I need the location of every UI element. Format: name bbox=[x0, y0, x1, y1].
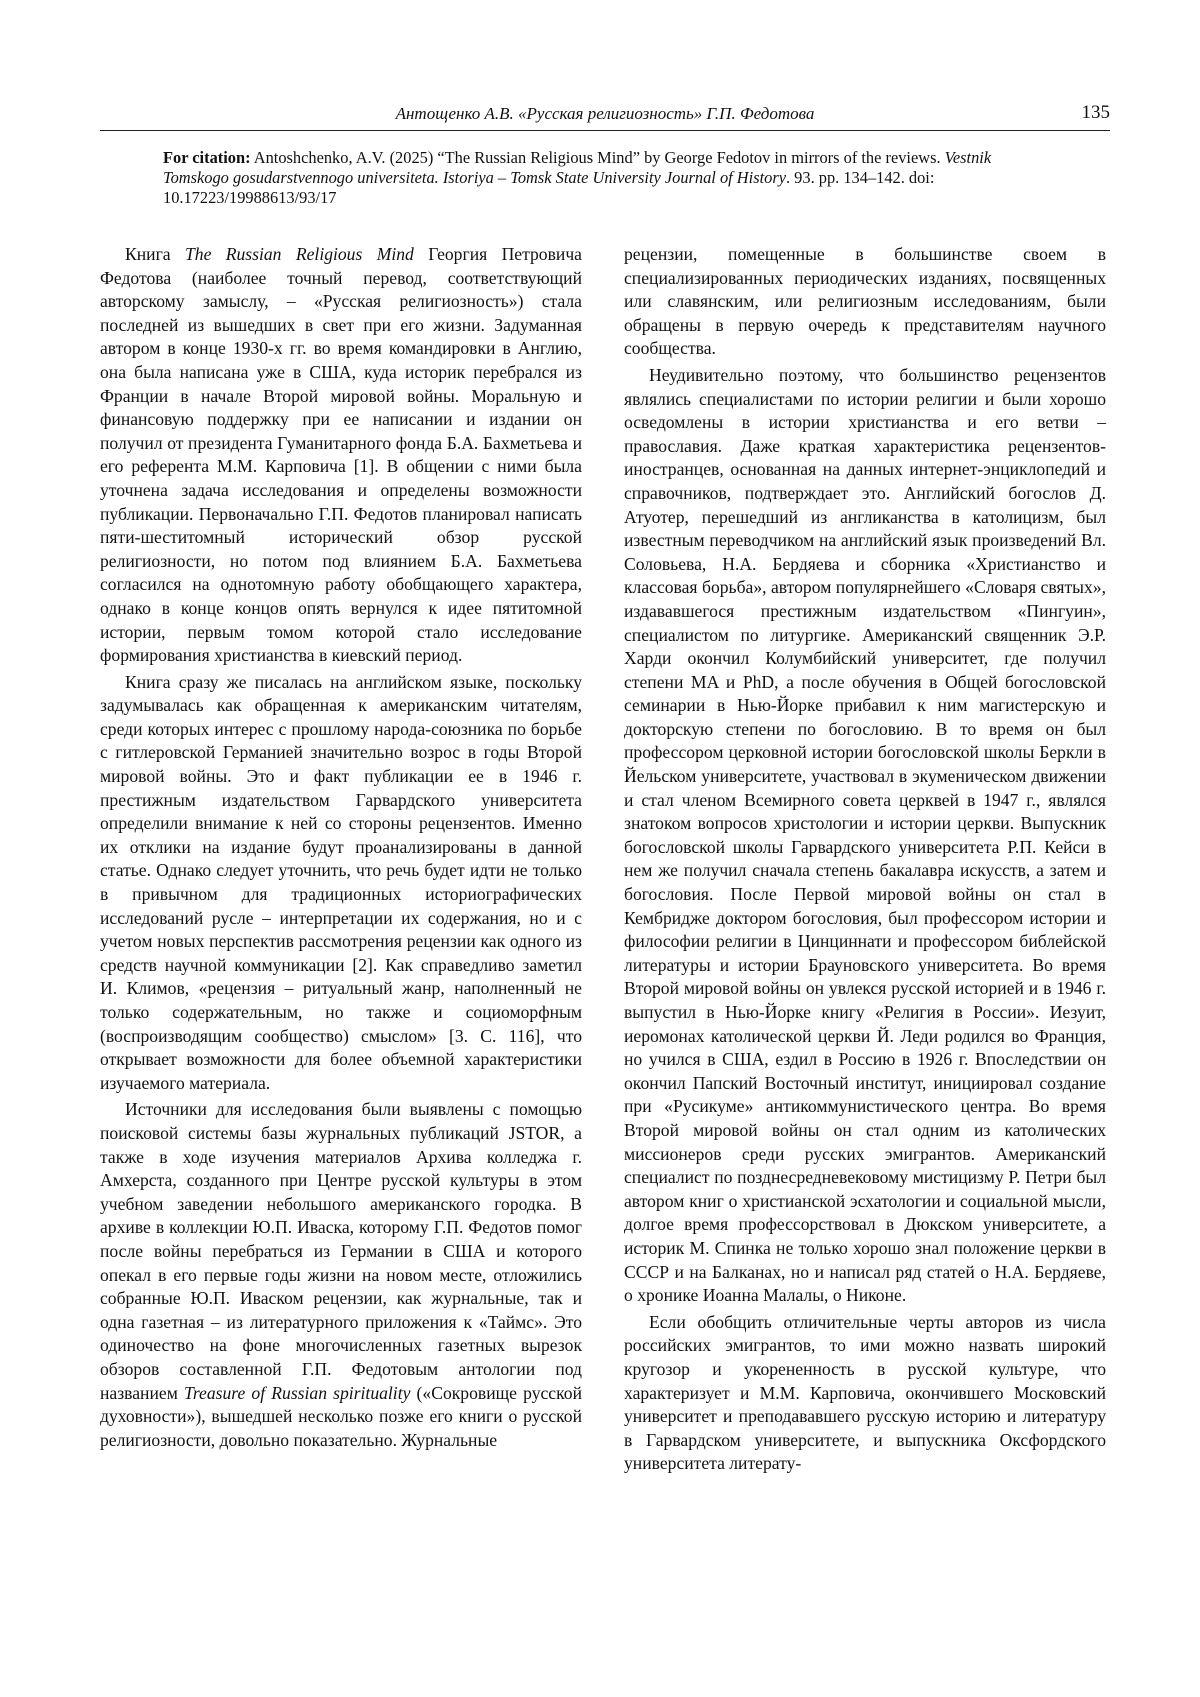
paragraph bbox=[100, 1098, 582, 1452]
paragraph: Неудивительно поэтому, что большинство рецензентов являлись специалистами по истории религии и были хорошо осведомлены в истории христианства и его ветви – православия. Даже краткая характеристика рецензентов-иностранцев, основанная на данных интернет-энциклопедий и справочников, подтверждает это. Английский богослов Д. Атуотер, перешедший из англиканства в католицизм, был известным переводчиком на английский язык произведений Вл. Соловьева, Н.А. Бердяева и сборника «Христианство и классовая борьба», автором популярнейшего «Словаря святых», издававшегося престижным издательством «Пингуин», специалистом по литургике. Американский священник Э.Р. Харди окончил Колумбийский университет, где получил степени MA и PhD, а после обучения в Общей богословской семинарии в Нью-Йорке прибавил к ним магистерскую и докторскую степени по богословию. В то время он был профессором церковной истории богословской школы Беркли в Йельском университете, участвовал в экуменическом движении и стал членом Всемирного совета церквей в 1947 г., являлся знатоком вопросов христологии и истории церкви. Выпускник богословской школы Гарвардского университета Р.П. Кейси в нем же получил сначала степень бакалавра искусств, а затем и богословия. После Первой мировой войны он стал в Кембридже доктором богословия, был профессором истории и философии религии в Цинциннати и профессором библейской литературы и истории Брауновского университета. Во время Второй мировой войны он увлекся русской историей и в 1946 г. выпустил в Нью-Йорке книгу «Религия в России». Иезуит, иеромонах католической церкви Й. Леди родился во Франция, но учился в США, ездил в Россию в 1926 г. Впоследствии он окончил Папский Восточный институт, инициировал создание при «Русикуме» антикоммунистического центра. Во время Второй мировой войны он стал одним из католических миссионеров среди русских эмигрантов. Американский специалист по позднесредневековому мистицизму Р. Петри был автором книг о христианской эсхатологии и социальной мысли, долгое время профессорствовал в Дюкском университете, а историк М. Спинка не только хорошо знал положение церкви в СССР и на Балканах, но и написал ряд статей о Н.А. Бердяеве, о хронике Иоанна Малалы, о Никоне. bbox=[624, 364, 1106, 1308]
paragraph bbox=[100, 243, 582, 668]
citation-text-authors: Antoshchenko, A.V. (2025) “The Russian Religious Mind” by George Fedotov in mirrors of the reviews. bbox=[254, 148, 941, 167]
citation-label: For citation: bbox=[163, 148, 251, 167]
citation-journal: Vestnik Tomskogo gosudarstvennogo universiteta. Istoriya – Tomsk State University Journal of History bbox=[163, 148, 991, 187]
left-column bbox=[100, 243, 582, 1452]
running-title: Антощенко А.В. «Русская религиозность» Г.П. Федотова bbox=[100, 104, 1110, 124]
paragraph: Если обобщить отличительные черты авторов из числа российских эмигрантов, то ими можно назвать широкий кругозор и укорененность в русской культуре, что характеризует и М.М. Карповича, окончившего Московский университет и преподававшего русскую историю и литературу в Гарвардском университете, и выпускника Оксфордского университета литерату- bbox=[624, 1311, 1106, 1476]
paragraph: Книга сразу же писалась на английском языке, поскольку задумывалась как обращенная к американским читателям, среди которых интерес с прошлому народа-союзника по борьбе с гитлеровской Германией значительно возрос в годы Второй мировой войны. Это и факт публикации ее в 1946 г. престижным издательством Гарвардского университета определили внимание к ней со стороны рецензентов. Именно их отклики на издание будут проанализированы в данной статье. Однако следует уточнить, что речь будет идти не только в привычном для традиционных историографических исследований русле – интерпретации их содержания, но и с учетом новых перспектив рассмотрения рецензии как одного из средств научной коммуникации [2]. Как справедливо заметил И. Климов, «рецензия – ритуальный жанр, наполненный не только содержательным, но также и социоморфным (воспроизводящим сообщество) смыслом» [3. С. 116], что открывает возможности для более объемной характеристики изучаемого материала. bbox=[100, 671, 582, 1096]
right-column bbox=[624, 243, 1106, 1476]
text-run: Георгия Петровича Федотова (наиболее точный перевод, соответствующий авторскому замыслу, – «Русская религиозность») стала последней из вышедших в свет при его жизни. Задуманная автором в конце 1930-х гг. во время командировки в Англию, она была написана уже в США, куда историк перебрался из Франции в начале Второй мировой войны. Моральную и финансовую поддержку при ее написании и издании он получил от президента Гуманитарного фонда Б.А. Бахметьева и его референта М.М. Карповича [1]. В общении с ними была уточнена задача исследования и определены возможности публикации. Первоначально Г.П. Федотов планировал написать пяти-шеститомный исторический обзор русской религиозности, но потом под влиянием Б.А. Бахметьева согласился на однотомную работу обобщающего характера, однако в конце концов опять вернулся к идее пятитомной истории, первым томом которой стало исследование формирования христианства в киевский период. bbox=[100, 244, 582, 665]
text-run: Источники для исследования были выявлены с помощью поисковой системы базы журнальных публикаций JSTOR, а также в ходе изучения материалов Архива колледжа г. Амхерста, созданного при Центре русской культуры в этом учебном заведении небольшого американского городка. В архиве в коллекции Ю.П. Иваска, которому Г.П. Федотов помог после войны перебраться из Германии в США и которого опекал в его первые годы жизни на новом месте, отложились собранные Ю.П. Иваском рецензии, как журнальные, так и одна газетная – из литературного приложения к «Таймс». Это одиночество на фоне многочисленных газетных вырезок обзоров составленной Г.П. Федотовым антологии под названием bbox=[100, 1099, 582, 1402]
text-run: («Сокровище русской духовности»), вышедшей несколько позже его книги о русской религиозности, довольно показательно. Журнальные bbox=[100, 1383, 582, 1450]
book-title: The Russian Religious Mind bbox=[185, 244, 414, 264]
citation-text-issue: . 93. pp. 134–142. doi: 10.17223/19988613/93/17 bbox=[163, 168, 934, 207]
text-run: Книга bbox=[125, 244, 185, 264]
paragraph-continued: рецензии, помещенные в большинстве своем в специализированных периодических изданиях, посвященных или славянским, или религиозным исследованиям, были обращены в первую очередь к представителям научного сообщества. bbox=[624, 243, 1106, 361]
journal-page bbox=[0, 0, 1200, 1697]
anthology-title: Treasure of Russian spirituality bbox=[184, 1383, 410, 1403]
running-header bbox=[100, 100, 1110, 131]
citation-block bbox=[163, 148, 1043, 208]
page-number: 135 bbox=[1082, 102, 1111, 124]
